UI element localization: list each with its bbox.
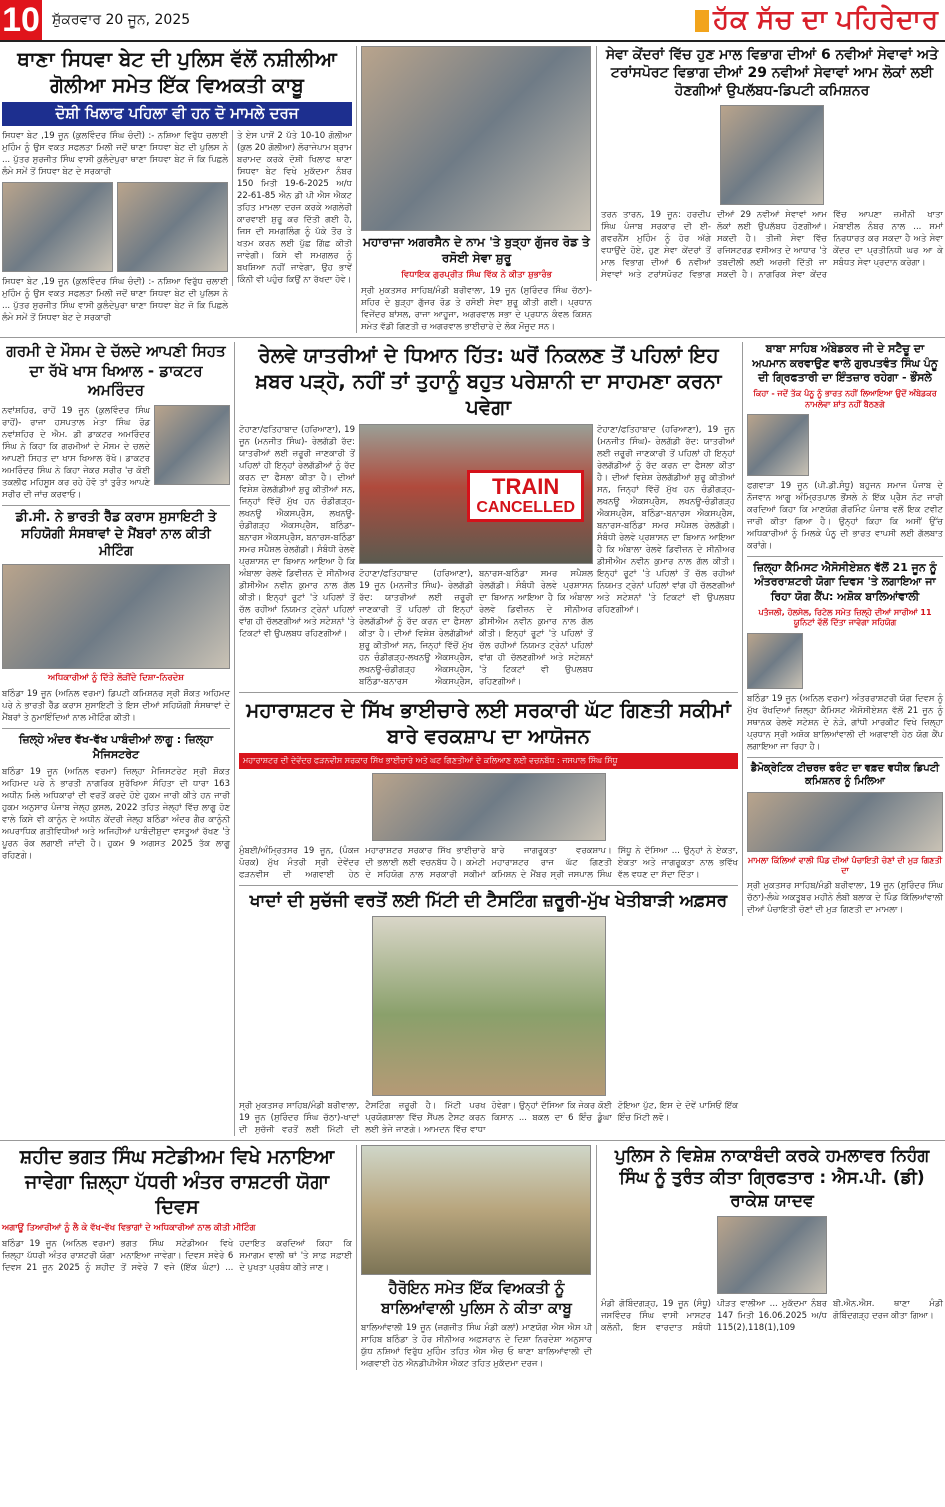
newspaper-logo (691, 4, 939, 36)
body-railway-3: ਟੋਹਾਣਾ/ਫਤਿਹਾਬਾਦ (ਹਰਿਆਣਾ), 19 ਜੂਨ (ਮਨਜੀਤ ਸਿੰਘ)- ਰੇਲਗੱਡੀ ਰੱਦ: ਯਾਤਰੀਆਂ ਲਈ ਜ਼ਰੂਰੀ ਜਾਣਕਾਰੀ ਤੋਂ ਪਹਿਲਾਂ ਹੀ ਇਨ੍ਹਾਂ ਰੇਲਗੱਡੀਆਂ ਨੂੰ ਰੱਦ ਕਰਨ ਦਾ ਫੈਸਲਾ ਕੀਤਾ ਹੈ। ਦੀਆਂ ਵਿਸ਼ੇਸ਼ ਰੇਲਗੱਡੀਆਂ ਸ਼ੁਰੂ ਕੀਤੀਆਂ ਸਨ, ਜਿਨ੍ਹਾਂ ਵਿੱਚੋਂ ਮੁੱਖ ਹਨ ਚੰਡੀਗੜ੍ਹ-ਲਖਨਊ ਐਕਸਪ੍ਰੈਸ, ਲਖਨਊ-ਚੰਡੀਗੜ੍ਹ ਐਕਸਪ੍ਰੈਸ, ਬਠਿੰਡਾ-ਬਨਾਰਸ ਐਕਸਪ੍ਰੈਸ, ਬਨਾਰਸ-ਬਠਿੰਡਾ ਸਮਰ ਸਪੈਸ਼ਲ ਰੇਲਗੱਡੀ। ਸੰਬੰਧੀ ਰੇਲਵੇ ਪ੍ਰਸ਼ਾਸਨ ਦਾ ਬਿਆਨ ਆਇਆ ਹੈ ਕਿ ਅੰਬਾਲਾ ਰੇਲਵੇ ਡਿਵੀਜ਼ਨ ਦੇ ਸੀਨੀਅਰ ਡੀਸੀਐਮ ਨਵੀਨ ਕੁਮਾਰ ਨਾਲ ਗੱਲ ਕੀਤੀ। ਇਨ੍ਹਾਂ ਰੂਟਾਂ 'ਤੇ ਪਹਿਲਾਂ ਤੋਂ ਚੱਲ ਰਹੀਆਂ ਨਿਯਮਤ ਟ੍ਰੇਨਾਂ ਪਹਿਲਾਂ ਵਾਂਗ ਹੀ ਚੱਲਣਗੀਆਂ ਅਤੇ ਸਟੇਸ਼ਨਾਂ 'ਤੇ ਟਿਕਟਾਂ ਵੀ ਉਪਲਬਧ ਰਹਿਣਗੀਆਂ। (359, 569, 593, 688)
headline-bhagat-singh: ਸ਼ਹੀਦ ਭਗਤ ਸਿੰਘ ਸਟੇਡੀਅਮ ਵਿਖੇ ਮਨਾਇਆ ਜਾਵੇਗਾ ਜ਼ਿਲ੍ਹਾ ਪੱਧਰੀ ਅੰਤਰ ਰਾਸ਼ਟਰੀ ਯੋਗਾ ਦਿਵਸ (19, 1146, 335, 1218)
headline-garmi: ਗਰਮੀ ਦੇ ਮੌਸਮ ਦੇ ਚੱਲਦੇ ਆਪਣੀ ਸਿਹਤ ਦਾ ਰੱਖੋ ਖਾਸ ਖਿਆਲ - ਡਾਕਟਰ ਅਮਰਿੰਦਰ (6, 342, 226, 400)
column-left (2, 342, 230, 862)
body-railway-1: ਟੋਹਾਣਾ/ਫਤਿਹਾਬਾਦ (ਹਰਿਆਣਾ), 19 ਜੂਨ (ਮਨਜੀਤ ਸਿੰਘ)- ਰੇਲਗੱਡੀ ਰੱਦ: ਯਾਤਰੀਆਂ ਲਈ ਜ਼ਰੂਰੀ ਜਾਣਕਾਰੀ ਤੋਂ ਪਹਿਲਾਂ ਹੀ ਇਨ੍ਹਾਂ ਰੇਲਗੱਡੀਆਂ ਨੂੰ ਰੱਦ ਕਰਨ ਦਾ ਫੈਸਲਾ ਕੀਤਾ ਹੈ। ਦੀਆਂ ਵਿਸ਼ੇਸ਼ ਰੇਲਗੱਡੀਆਂ ਸ਼ੁਰੂ ਕੀਤੀਆਂ ਸਨ, ਜਿਨ੍ਹਾਂ ਵਿੱਚੋਂ ਮੁੱਖ ਹਨ ਚੰਡੀਗੜ੍ਹ-ਲਖਨਊ ਐਕਸਪ੍ਰੈਸ, ਲਖਨਊ-ਚੰਡੀਗੜ੍ਹ ਐਕਸਪ੍ਰੈਸ, ਬਠਿੰਡਾ-ਬਨਾਰਸ ਐਕਸਪ੍ਰੈਸ, ਬਨਾਰਸ-ਬਠਿੰਡਾ ਸਮਰ ਸਪੈਸ਼ਲ ਰੇਲਗੱਡੀ। ਸੰਬੰਧੀ ਰੇਲਵੇ ਪ੍ਰਸ਼ਾਸਨ ਦਾ ਬਿਆਨ ਆਇਆ ਹੈ ਕਿ ਅੰਬਾਲਾ ਰੇਲਵੇ ਡਿਵੀਜ਼ਨ ਦੇ ਸੀਨੀਅਰ ਡੀਸੀਐਮ ਨਵੀਨ ਕੁਮਾਰ ਨਾਲ ਗੱਲ ਕੀਤੀ। ਇਨ੍ਹਾਂ ਰੂਟਾਂ 'ਤੇ ਪਹਿਲਾਂ ਤੋਂ ਚੱਲ ਰਹੀਆਂ ਨਿਯਮਤ ਟ੍ਰੇਨਾਂ ਪਹਿਲਾਂ ਵਾਂਗ ਹੀ ਚੱਲਣਗੀਆਂ ਅਤੇ ਸਟੇਸ਼ਨਾਂ 'ਤੇ ਟਿਕਟਾਂ ਵੀ ਉਪਲਬਧ ਰਹਿਣਗੀਆਂ। (239, 425, 355, 640)
page-header (0, 0, 945, 42)
row-bottom (0, 1141, 945, 1374)
train-label: TRAIN (492, 474, 560, 500)
photo-delegation (747, 792, 943, 852)
body-district-magistrate: ਬਠਿੰਡਾ 19 ਜੂਨ (ਅਨਿਲ ਵਰਮਾ) ਜ਼ਿਲ੍ਹਾ ਮੈਜਿਸਟਰੇਟ ਸ੍ਰੀ ਸ਼ੌਕਤ ਅਹਿਮਦ ਪਰੇ ਨੇ ਭਾਰਤੀ ਨਾਗਰਿਕ ਸੁਰੱਖਿਆ ਸੰਹਿਤਾ ਦੀ ਧਾਰਾ 163 ਅਧੀਨ ਮਿਲੇ ਅਧਿਕਾਰਾਂ ਦੀ ਵਰਤੋਂ ਕਰਦੇ ਹੋਏ ਹੁਕਮ ਜਾਰੀ ਕੀਤੇ ਹਨ ਜਾਰੀ ਹੁਕਮ ਅਨੁਸਾਰ ਪੰਜਾਬ ਜੇਲ੍ਹ ਕੁਸਲ, 2022 ਤਹਿਤ ਜੇਲ੍ਹਾਂ ਵਿੱਚ ਲਾਗੂ ਹੋਣ ਵਾਲੇ ਕਿਸੇ ਵੀ ਕਾਨੂੰਨ ਦੇ ਅਧੀਨ ਕੇਂਦਰੀ ਜੇਲ੍ਹ ਬਠਿੰਡਾ ਅੰਦਰ ਗੈਰ ਕਾਨੂੰਨੀ ਅਪਰਾਧਿਕ ਗਤੀਵਿਧੀਆਂ ਅਤੇ ਅਜਿਹੀਆਂ ਪਾਬੰਦੀਸ਼ੁਦਾ ਵਸਤੂਆਂ ਰੱਖਣ 'ਤੇ ਪੂਰਨ ਰੋਕ ਲਗਾਈ ਜਾਂਦੀ ਹੈ। ਹੁਕਮ 9 ਅਗਸਤ 2025 ਤੱਕ ਲਾਗੂ ਰਹਿਣਗੇ। (2, 767, 230, 862)
body-soil: ਸ੍ਰੀ ਮੁਕਤਸਰ ਸਾਹਿਬ/ਮੰਡੀ ਬਰੀਵਾਲਾ, 19 ਜੂਨ (ਸੁਰਿੰਦਰ ਸਿੰਘ ਚੱਠਾ)-ਖਾਦਾਂ ਦੀ ਸੁਚੱਜੀ ਵਰਤੋਂ ਲਈ ਮਿੱਟੀ ਦੀ ਟੈਸਟਿੰਗ ਜ਼ਰੂਰੀ ਹੈ। ਮਿੱਟੀ ਪਰਖ ਪ੍ਰਯੋਗਸ਼ਾਲਾ ਵਿੱਚ ਸੈਂਪਲ ਟੈਸਟ ਕਰਨ ਲਈ ਭੇਜੇ ਜਾਣਗੇ। ਆਮਦਨ ਵਿੱਚ ਵਾਧਾ ਹੋਵੇਗਾ। ਉਨ੍ਹਾਂ ਦੱਸਿਆ ਕਿ ਜੇਕਰ ਕੋਈ ਕਿਸਾਨ ... ਬਕਲ ਦਾ 6 ਇੰਚ ਡੂੰਘਾ ਟੋਇਆ ਪੁੱਟ, ਇਸ ਦੇ ਦੋਵੇਂ ਪਾਸਿਓਂ ਇੱਕ ਇੰਚ ਮਿੱਟੀ ਲਵੋ। (239, 1101, 738, 1136)
headline-soil: ਖਾਦਾਂ ਦੀ ਸੁਚੱਜੀ ਵਰਤੋਂ ਲਈ ਮਿੱਟੀ ਦੀ ਟੈਸਟਿੰਗ ਜ਼ਰੂਰੀ-ਮੁੱਖ ਖੇਤੀਬਾੜੀ ਅਫ਼ਸਰ (239, 885, 738, 912)
headline-ambedkar: ਬਾਬਾ ਸਾਹਿਬ ਅੰਬੇਡਕਰ ਜੀ ਦੇ ਸਟੈਚੂ ਦਾ ਅਪਮਾਨ ਕਰਵਾਉਣ ਵਾਲੇ ਗੁਰਪਤਵੰਤ ਸਿੰਘ ਪੰਨੂ ਦੀ ਗ੍ਰਿਫਤਾਰੀ ਦਾ ਇੰਤਜ਼ਾਰ ਰਹੇਗਾ - ਭੌਂਸਲੇ (752, 342, 938, 384)
body-railway-2: ਟੋਹਾਣਾ/ਫਤਿਹਾਬਾਦ (ਹਰਿਆਣਾ), 19 ਜੂਨ (ਮਨਜੀਤ ਸਿੰਘ)- ਰੇਲਗੱਡੀ ਰੱਦ: ਯਾਤਰੀਆਂ ਲਈ ਜ਼ਰੂਰੀ ਜਾਣਕਾਰੀ ਤੋਂ ਪਹਿਲਾਂ ਹੀ ਇਨ੍ਹਾਂ ਰੇਲਗੱਡੀਆਂ ਨੂੰ ਰੱਦ ਕਰਨ ਦਾ ਫੈਸਲਾ ਕੀਤਾ ਹੈ। ਦੀਆਂ ਵਿਸ਼ੇਸ਼ ਰੇਲਗੱਡੀਆਂ ਸ਼ੁਰੂ ਕੀਤੀਆਂ ਸਨ, ਜਿਨ੍ਹਾਂ ਵਿੱਚੋਂ ਮੁੱਖ ਹਨ ਚੰਡੀਗੜ੍ਹ-ਲਖਨਊ ਐਕਸਪ੍ਰੈਸ, ਲਖਨਊ-ਚੰਡੀਗੜ੍ਹ ਐਕਸਪ੍ਰੈਸ, ਬਠਿੰਡਾ-ਬਨਾਰਸ ਐਕਸਪ੍ਰੈਸ, ਬਨਾਰਸ-ਬਠਿੰਡਾ ਸਮਰ ਸਪੈਸ਼ਲ ਰੇਲਗੱਡੀ। ਸੰਬੰਧੀ ਰੇਲਵੇ ਪ੍ਰਸ਼ਾਸਨ ਦਾ ਬਿਆਨ ਆਇਆ ਹੈ ਕਿ ਅੰਬਾਲਾ ਰੇਲਵੇ ਡਿਵੀਜ਼ਨ ਦੇ ਸੀਨੀਅਰ ਡੀਸੀਐਮ ਨਵੀਨ ਕੁਮਾਰ ਨਾਲ ਗੱਲ ਕੀਤੀ। ਇਨ੍ਹਾਂ ਰੂਟਾਂ 'ਤੇ ਪਹਿਲਾਂ ਤੋਂ ਚੱਲ ਰਹੀਆਂ ਨਿਯਮਤ ਟ੍ਰੇਨਾਂ ਪਹਿਲਾਂ ਵਾਂਗ ਹੀ ਚੱਲਣਗੀਆਂ ਅਤੇ ਸਟੇਸ਼ਨਾਂ 'ਤੇ ਟਿਕਟਾਂ ਵੀ ਉਪਲਬਧ ਰਹਿਣਗੀਆਂ। (597, 425, 735, 616)
headline-maharashtra: ਮਹਾਰਾਸ਼ਟਰ ਦੇ ਸਿੱਖ ਭਾਈਚਾਰੇ ਲਈ ਸਰਕਾਰੀ ਘੱਟ ਗਿਣਤੀ ਸਕੀਮਾਂ ਬਾਰੇ ਵਰਕਸ਼ਾਪ ਦਾ ਆਯੋਜਨ (239, 692, 738, 749)
photo-deputy-commissioner (720, 105, 824, 205)
subhead-ambedkar: ਕਿਹਾ - ਜਦੋਂ ਤੱਕ ਪੰਨੂ ਨੂੰ ਭਾਰਤ ਨਹੀਂ ਲਿਆਇਆ ਉਦੋਂ ਅੰਬੇਡਕਰ ਨਾਮਲੇਵਾ ਸ਼ਾਂਤ ਨਹੀਂ ਬੈਠਣਗੇ (753, 389, 937, 409)
subhead-bhagat-singh: ਅਗਾਊਂ ਤਿਆਰੀਆਂ ਨੂੰ ਲੈ ਕੇ ਵੱਖ-ਵੱਖ ਵਿਭਾਗਾਂ ਦੇ ਅਧਿਕਾਰੀਆਂ ਨਾਲ ਕੀਤੀ ਮੀਟਿੰਗ (2, 1223, 256, 1234)
body-garmi: ਨਵਾਂਸ਼ਹਿਰ, ਰਾਹੋਂ 19 ਜੂਨ (ਕੁਲਵਿੰਦਰ ਸਿੰਘ ਰਾਹੋਂ)- ਰਾਜਾ ਹਸਪਤਾਲ ਮੇਤਾ ਸਿੰਘ ਰੋਡ ਨਵਾਂਸ਼ਹਿਰ ਦੇ ਐਮ. ਡੀ ਡਾਕਟਰ ਅਮਰਿੰਦਰ ਸਿੰਘ ਨੇ ਕਿਹਾ ਕਿ ਗਰਮੀਆਂ ਦੇ ਮੌਸਮ ਦੇ ਚਲਦੇ ਆਪਣੀ ਸਿਹਤ ਦਾ ਖਾਸ ਖਿਆਲ ਰੱਖੋ। ਡਾਕਟਰ ਅਮਰਿੰਦਰ ਸਿੰਘ ਨੇ ਕਿਹਾ ਜੇਕਰ ਸਰੀਰ 'ਚ ਕੋਈ ਤਕਲੀਫ ਮਹਿਸੂਸ ਕਰ ਰਹੇ ਹੋਵੋ ਤਾਂ ਤੁਰੰਤ ਆਪਣੇ ਸਰੀਰ ਦੀ ਜਾਂਚ ਕਰਵਾਓ। (2, 405, 150, 500)
article-seva-kendra (596, 46, 943, 281)
body-redcross: ਬਠਿੰਡਾ 19 ਜੂਨ (ਅਨਿਲ ਵਰਮਾ) ਡਿਪਟੀ ਕਮਿਸ਼ਨਰ ਸ੍ਰੀ ਸ਼ੌਕਤ ਅਹਿਮਦ ਪਰੇ ਨੇ ਭਾਰਤੀ ਰੈੱਡ ਕਰਾਸ ਸੁਸਾਇਟੀ ਤੇ ਇਸ ਦੀਆਂ ਸਹਿਯੋਗੀ ਸੰਸਥਾਵਾਂ ਦੇ ਮੈਂਬਰਾਂ ਤੇ ਨੁਮਾਇੰਦਿਆਂ ਨਾਲ ਮੀਟਿੰਗ ਕੀਤੀ। (2, 689, 230, 724)
headline-nihang: ਪੁਲਿਸ ਨੇ ਵਿਸ਼ੇਸ਼ ਨਾਕਾਬੰਦੀ ਕਰਕੇ ਹਮਲਾਵਰ ਨਿਹੰਗ ਸਿੰਘ ਨੂੰ ਤੁਰੰਤ ਕੀਤਾ ਗ੍ਰਿਫਤਾਰ : ਐਸ.ਪੀ. (ਡੀ) ਰਾਕੇਸ਼ ਯਾਦਵ (614, 1146, 930, 1211)
body-heroin: ਬਾਲਿਆਂਵਾਲੀ 19 ਜੂਨ (ਜਗਜੀਤ ਸਿੰਘ ਮੰਡੀ ਕਲਾਂ) ਮਾਣਯੋਗ ਐਸ ਐਸ ਪੀ ਸਾਹਿਬ ਬਠਿੰਡਾ ਤੇ ਹੋਰ ਸੀਨੀਅਰ ਅਫ਼ਸਰਾਨ ਦੇ ਦਿਸ਼ਾ ਨਿਰਦੇਸ਼ਾ ਅਨੁਸਾਰ ਯੁੱਧ ਨਸ਼ਿਆਂ ਵਿਰੁੱਧ ਮੁਹਿੰਮ ਤਹਿਤ ਐਸ ਐਚ ਓ ਥਾਣਾ ਬਾਲਿਆਂਵਾਲੀ ਦੀ ਅਗਵਾਈ ਹੇਠ ਐਨਡੀਪੀਐਸ ਐਕਟ ਤਹਿਤ ਮੁਕੱਦਮਾ ਦਰਜ। (361, 1323, 592, 1370)
headline-agrasen: ਮਹਾਰਾਜਾ ਅਗਰਸੈਨ ਦੇ ਨਾਮ 'ਤੇ ਬੁੜ੍ਹਾ ਗੁੱਜਰ ਰੋਡ ਤੇ ਰਸੋਈ ਸੇਵਾ ਸ਼ੁਰੂ (363, 235, 590, 265)
body-agrasen: ਸ੍ਰੀ ਮੁਕਤਸਰ ਸਾਹਿਬ/ਮੰਡੀ ਬਰੀਵਾਲਾ, 19 ਜੂਨ (ਸੁਰਿੰਦਰ ਸਿੰਘ ਚੱਠਾ)- ਸ਼ਹਿਰ ਦੇ ਬੁੜ੍ਹਾ ਗੁੱਜਰ ਰੋਡ ਤੇ ਰਸੋਈ ਸੇਵਾ ਸ਼ੁਰੂ ਕੀਤੀ ਗਈ। ਪ੍ਰਧਾਨ ਵਿਜੇਂਦਰ ਬਾਂਸਲ, ਰਾਜਾ ਆਹੂਜਾ, ਅਗਰਵਾਲ ਸਭਾ ਦੇ ਪ੍ਰਧਾਨ ਕੰਵਲ ਕਿਸ਼ਨ ਸਮੇਤ ਵੱਡੀ ਗਿਣਤੀ ਚ ਅਗਰਵਾਲ ਭਾਈਚਾਰੇ ਦੇ ਲੋਕ ਮੌਜੂਦ ਸਨ। (361, 286, 592, 333)
body-chemist: ਬਠਿੰਡਾ 19 ਜੂਨ (ਅਨਿਲ ਵਰਮਾ) ਅੰਤਰਰਾਸ਼ਟਰੀ ਯੋਗ ਦਿਵਸ ਨੂੰ ਮੁੱਖ ਰੱਖਦਿਆਂ ਜ਼ਿਲ੍ਹਾ ਕੈਮਿਸਟ ਐਸੋਸੀਏਸ਼ਨ ਵੱਲੋਂ 21 ਜੂਨ ਨੂੰ ਸਥਾਨਕ ਰੇਲਵੇ ਸਟੇਸ਼ਨ ਦੇ ਨੇੜੇ, ਗਾਂਧੀ ਮਾਰਕੀਟ ਵਿਖੇ ਜ਼ਿਲ੍ਹਾ ਪ੍ਰਧਾਨ ਸ੍ਰੀ ਅਸ਼ੋਕ ਬਾਲਿਆਂਵਾਲੀ ਦੀ ਅਗਵਾਈ ਹੇਠ ਯੋਗ ਕੈਂਪ ਲਗਾਇਆ ਜਾ ਰਿਹਾ ਹੈ। (747, 693, 943, 752)
body-bhagat-singh: ਬਠਿੰਡਾ 19 ਜੂਨ (ਅਨਿਲ ਵਰਮਾ) ਜ਼ਿਲ੍ਹਾ ਪੱਧਰੀ ਅੰਤਰ ਰਾਸ਼ਟਰੀ ਯੋਗਾ ਦਿਵਸ 21 ਜੂਨ 2025 ਨੂੰ ਸ਼ਹੀਦ ਭਗਤ ਸਿੰਘ ਸਟੇਡੀਅਮ ਵਿਖੇ ਮਨਾਇਆ ਜਾਵੇਗਾ। ਦਿਵਸ ਸਵੇਰੇ 6 ਤੋਂ ਸਵੇਰੇ 7 ਵਜੇ (ਇੱਕ ਘੰਟਾ) ... ਹਦਾਇਤ ਕਰਦਿਆਂ ਕਿਹਾ ਕਿ ਸਮਾਗਮ ਵਾਲੀ ਥਾਂ 'ਤੇ ਸਾਫ਼ ਸਫ਼ਾਈ ਦੇ ਪੁਖਤਾ ਪ੍ਰਬੰਧ ਕੀਤੇ ਜਾਣ। (2, 1239, 352, 1274)
body-maharashtra: ਮੁੰਬਈ/ਅੰਮ੍ਰਿਤਸਰ 19 ਜੂਨ, (ਪੰਕਜ ਪੋਰਕ) ਮੁੱਖ ਮੰਤਰੀ ਸ੍ਰੀ ਦੇਵੇਂਦਰ ਫੜਨਵੀਸ ਦੀ ਅਗਵਾਈ ਹੇਠ ਮਹਾਰਾਸ਼ਟਰ ਸਰਕਾਰ ਸਿੱਖ ਭਾਈਚਾਰੇ ਦੀ ਭਲਾਈ ਲਈ ਵਚਨਬੱਧ ਹੈ। ਕਮੇਟੀ ਦੇ ਸਹਿਯੋਗ ਨਾਲ ਸਰਕਾਰੀ ਸਕੀਮਾਂ ਬਾਰੇ ਜਾਗਰੂਕਤਾ ਵਰਕਸ਼ਾਪ। ਮਹਾਰਾਸ਼ਟਰ ਰਾਜ ਘੱਟ ਗਿਣਤੀ ਕਮਿਸ਼ਨ ਦੇ ਮੈਂਬਰ ਸ੍ਰੀ ਜਸਪਾਲ ਸਿੰਘ ਸਿੱਧੂ ਨੇ ਦੱਸਿਆ ... ਉਨ੍ਹਾਂ ਨੇ ਏਕਤਾ, ਏਕਤਾ ਅਤੇ ਜਾਗਰੂਕਤਾ ਨਾਲ ਭਵਿੱਖ ਵੱਲ ਵਧਣ ਦਾ ਸੱਦਾ ਦਿੱਤਾ। (239, 846, 738, 881)
column-right (742, 342, 943, 916)
subhead-chemist: ਪਤੰਜਲੀ, ਹੋਲਸੇਲ, ਰਿਟੇਲ ਸਮੇਤ ਜ਼ਿਲ੍ਹੇ ਦੀਆਂ ਸਾਰੀਆਂ 11 ਯੂਨਿਟਾਂ ਵੱਲੋਂ ਦਿੱਤਾ ਜਾਵੇਗਾ ਸਹਿਯੋਗ (758, 607, 932, 628)
photo-nihang-arrest (717, 1216, 827, 1294)
headline-district-magistrate: ਜ਼ਿਲ੍ਹੇ ਅੰਦਰ ਵੱਖ-ਵੱਖ ਪਾਬੰਦੀਆਂ ਲਾਗੂ : ਜ਼ਿਲ੍ਹਾ ਮੈਜਿਸਟਰੇਟ (2, 728, 230, 762)
photo-workshop (372, 773, 606, 841)
subhead-sidhwan: ਦੋਸ਼ੀ ਖਿਲਾਫ ਪਹਿਲਾ ਵੀ ਹਨ ਦੋ ਮਾਮਲੇ ਦਰਜ (2, 102, 352, 126)
article-bhagat-singh (2, 1145, 352, 1274)
photo-police-arrest (361, 1145, 591, 1275)
photo-bhonsle (747, 414, 809, 476)
article-sidhwan (2, 46, 352, 324)
photo-ashok (747, 633, 803, 689)
body-nihang: ਮੰਡੀ ਗੋਬਿੰਦਗੜ੍ਹ, 19 ਜੂਨ (ਸੰਧੂ) ਜਸਵਿੰਦਰ ਸਿੰਘ ਵਾਸੀ ਮਾਸਟਰ ਕਲੋਨੀ, ਇਸ ਵਾਰਦਾਤ ਸਬੰਧੀ ਪੀੜਤ ਵਾਲੀਆ ... ਮੁਕੱਦਮਾ ਨੰਬਰ 147 ਮਿਤੀ 16.06.2025 ਅ/ਧ 115(2),118(1),109 ਬੀ.ਐਨ.ਐਸ. ਥਾਣਾ ਮੰਡੀ ਗੋਬਿੰਦਗੜ੍ਹ ਦਰਜ ਕੀਤਾ ਗਿਆ। (601, 1298, 943, 1333)
headline-redcross: ਡੀ.ਸੀ. ਨੇ ਭਾਰਤੀ ਰੈੱਡ ਕਰਾਸ ਸੁਸਾਇਟੀ ਤੇ ਸਹਿਯੋਗੀ ਸੰਸਥਾਵਾਂ ਦੇ ਮੈਂਬਰਾਂ ਨਾਲ ਕੀਤੀ ਮੀਟਿੰਗ (2, 505, 230, 561)
photo-meeting (2, 564, 230, 669)
article-heroin (356, 1145, 592, 1370)
body-sidhwan: ਤੇ ਏਸ ਪਾਸੋਂ 2 ਪੱਤੇ 10-10 ਗੋਲੀਆ (ਕੁਲ 20 ਗੋਲੀਆ) ਲੋਰਾਜੇਪਾਮ ਬ੍ਰਾਮ ਬਰਾਮਦ ਕਰਕੇ ਦੋਸ਼ੀ ਖਿਲਾਫ ਥਾਣਾ ਸਿਧਵਾ ਬੇਟ ਵਿਖੇ ਮੁਕੱਦਮਾ ਨੰਬਰ 150 ਮਿਤੀ 19-6-2025 ਅ/ਧ 22-61-85 ਐਨ ਡੀ ਪੀ ਐਸ ਐਕਟ ਤਹਿਤ ਮਾਮਲਾ ਦਰਜ ਕਰਕੇ ਅਗਲੇਰੀ ਕਾਰਵਾਈ ਸ਼ੁਰੂ ਕਰ ਦਿੱਤੀ ਗਈ ਹੈ, ਜਿਸ ਦੀ ਸਮਗਲਿੰਗ ਨੂੰ ਪੱਕੇ ਤੌਰ ਤੇ ਖਤਮ ਕਰਨ ਲਈ ਪੁੱਛ ਗਿੱਛ ਕੀਤੀ ਜਾਵੇਗੀ। ਕਿਸੇ ਵੀ ਸਮਗਲਰ ਨੂੰ ਬਖਸ਼ਿਆ ਨਹੀਂ ਜਾਵੇਗਾ, ਉਹ ਭਾਵੇਂ ਕਿੰਨੀ ਵੀ ਪਹੁੰਚ ਕਿਉਂ ਨਾ ਰੱਖਦਾ ਹੋਵੇ। (232, 130, 352, 286)
headline-railway: ਰੇਲਵੇ ਯਾਤਰੀਆਂ ਦੇ ਧਿਆਨ ਹਿੱਤ: ਘਰੋਂ ਨਿਕਲਣ ਤੋਂ ਪਹਿਲਾਂ ਇਹ ਖ਼ਬਰ ਪੜ੍ਹੋ, ਨਹੀਂ ਤਾਂ ਤੁਹਾਨੂੰ ਬਹੁਤ ਪਰੇਸ਼ਾਨੀ ਦਾ ਸਾਹਮਣਾ ਕਰਨਾ ਪਵੇਗਾ (255, 343, 722, 420)
headline-sidhwan: ਥਾਣਾ ਸਿਧਵਾ ਬੇਟ ਦੀ ਪੁਲਿਸ ਵੱਲੋਂ ਨਸ਼ੀਲੀਆ ਗੋਲੀਆ ਸਮੇਤ ਇੱਕ ਵਿਅਕਤੀ ਕਾਬੂ (17, 47, 337, 97)
page-number: 10 (0, 0, 42, 40)
article-agrasen (356, 46, 592, 333)
photo-accused (117, 182, 228, 272)
photo-train-cancelled (359, 424, 593, 564)
issue-date: ਸ਼ੁੱਕਰਵਾਰ 20 ਜੂਨ, 2025 (52, 12, 191, 28)
body-seva-kendra: ਤਰਨ ਤਾਰਨ, 19 ਜੂਨ: ਹਰਦੀਪ ਸਿੰਘ ਪੰਜਾਬ ਸਰਕਾਰ ਦੀ ਈ-ਗਵਰਨੈਂਸ ਮੁਹਿੰਮ ਨੂੰ ਹੋਰ ਅੱਗੇ ਵਧਾਉਂਦੇ ਹੋਏ, ਹੁਣ ਸੇਵਾ ਕੇਂਦਰਾਂ ਤੋਂ ਮਾਲ ਵਿਭਾਗ ਦੀਆਂ 6 ਨਵੀਆਂ ਸੇਵਾਵਾਂ ਅਤੇ ਟਰਾਂਸਪੋਰਟ ਵਿਭਾਗ ਦੀਆਂ 29 ਨਵੀਆਂ ਸੇਵਾਵਾਂ ਆਮ ਲੋਕਾਂ ਲਈ ਉਪਲੱਬਧ ਹੋਣਗੀਆਂ। ਸਕਦੀ ਹੈ। ਤੀਜੀ ਸੇਵਾ ਵਿੱਚ ਰਜਿਸਟਰਡ ਵਸੀਅਤ ਦੇ ਆਧਾਰ 'ਤੇ ਤਬਦੀਲੀ ਲਈ ਅਰਜ਼ੀ ਦਿੱਤੀ ਜਾ ਸਕਦੀ ਹੈ। ਨਾਗਰਿਕ ਸੇਵਾ ਕੇਂਦਰ ਵਿੱਚ ਆਪਣਾ ਜ਼ਮੀਨੀ ਖਾਤਾ ਮੋਬਾਈਲ ਨੰਬਰ ਨਾਲ ... ਸਮਾਂ ਨਿਰਧਾਰਤ ਕਰ ਸਕਦਾ ਹੈ ਅਤੇ ਸੇਵਾ ਕੇਂਦਰ ਦਾ ਪ੍ਰਤੀਨਿਧੀ ਘਰ ਆ ਕੇ ਸਬੰਧਤ ਸੇਵਾ ਪ੍ਰਦਾਨ ਕਰੇਗਾ। (601, 209, 943, 280)
caption-democratic-teachers: ਮਾਮਲਾ ਕਿੱਲਿਆਂ ਵਾਲੀ ਪਿੰਡ ਦੀਆਂ ਪੰਚਾਇਤੀ ਚੋਣਾਂ ਦੀ ਮੁੜ ਗਿਣਤੀ ਦਾ (747, 855, 943, 875)
headline-seva-kendra: ਸੇਵਾ ਕੇਂਦਰਾਂ ਵਿੱਚ ਹੁਣ ਮਾਲ ਵਿਭਾਗ ਦੀਆਂ 6 ਨਵੀਆਂ ਸੇਵਾਵਾਂ ਅਤੇ ਟਰਾਂਸਪੋਰਟ ਵਿਭਾਗ ਦੀਆਂ 29 ਨਵੀਆਂ ਸੇਵਾਵਾਂ ਆਮ ਲੋਕਾਂ ਲਈ ਹੋਣਗੀਆਂ ਉਪਲੱਬਧ-ਡਿਪਟੀ ਕਮਿਸ਼ਨਰ (605, 47, 939, 100)
photo-doctor (154, 405, 230, 485)
body-democratic-teachers: ਸ੍ਰੀ ਮੁਕਤਸਰ ਸਾਹਿਬ/ਮੰਡੀ ਬਰੀਵਾਲਾ, 19 ਜੂਨ (ਸੁਰਿੰਦਰ ਸਿੰਘ ਚੱਠਾ)-ਲੰਘੇ ਅਕਤੂਬਰ ਮਹੀਨੇ ਲੰਬੀ ਬਲਾਕ ਦੇ ਪਿੰਡ ਕਿੱਲਿਆਂਵਾਲੀ ਦੀਆਂ ਪੰਚਾਇਤੀ ਚੋਣਾਂ ਦੀ ਮੁੜ ਗਿਣਤੀ ਦਾ ਮਾਮਲਾ। (747, 881, 943, 916)
subhead-agrasen: ਵਿਧਾਇਕ ਗੁਰਪ੍ਰੀਤ ਸਿੰਘ ਵਿੱਕ ਨੇ ਕੀਤਾ ਸ਼ੁਭਾਰੰਭ (401, 270, 552, 281)
flag-icon (695, 10, 709, 32)
photo-police-officer (2, 182, 113, 272)
headline-chemist: ਜ਼ਿਲ੍ਹਾ ਕੈਮਿਸਟ ਐਸੋਸੀਏਸ਼ਨ ਵੱਲੋਂ 21 ਜੂਨ ਨੂੰ ਅੰਤਰਰਾਸ਼ਟਰੀ ਯੋਗਾ ਦਿਵਸ 'ਤੇ ਲਗਾਇਆ ਜਾ ਰਿਹਾ ਯੋਗ ਕੈਂਪ: ਅਸ਼ੋਕ ਬਾਲਿਆਂਵਾਲੀ (747, 556, 943, 604)
row-top (0, 42, 945, 338)
photo-soil-testing (372, 916, 606, 1096)
redbar-maharashtra: ਮਹਾਰਾਸ਼ਟਰ ਦੀ ਦੇਵੇਂਦਰ ਫੜਨਵੀਸ ਸਰਕਾਰ ਸਿੱਖ ਭਾਈਚਾਰੇ ਅਤੇ ਘਟ ਗਿਣਤੀਆਂ ਦੇ ਕਲਿਆਣ ਲਈ ਵਚਨਬੱਧ : ਜਸਪਾਲ ਸਿੰਘ ਸਿੱਧੂ (239, 753, 738, 769)
body-sidhwan-intro: ਸਿਧਵਾ ਬੇਟ ,19 ਜੂਨ (ਕੁਲਵਿੰਦਰ ਸਿੰਘ ਚੰਦੀ) :- ਨਸ਼ਿਆ ਵਿਰੁੱਧ ਚਲਾਈ ਮੁਹਿੰਮ ਨੂੰ ਉਸ ਵਕਤ ਸਫਲਤਾ ਮਿਲੀ ਜਦੋਂ ਥਾਣਾ ਸਿਧਵਾ ਬੇਟ ਦੀ ਪੁਲਿਸ ਨੇ ... ਪੁੱਤਰ ਸੁਰਜੀਤ ਸਿੰਘ ਵਾਸੀ ਕੁਲੰਦੇਪੁਰਾ ਥਾਣਾ ਸਿਧਵਾ ਬੇਟ ਜੋ ਕਿ ਪਿਛਲੇ ਲੰਮੇ ਸਮੇਂ ਤੋਂ ਸਿਧਵਾ ਬੇਟ ਦੇ ਸਰਕਾਰੀ (2, 130, 228, 177)
logo-text: ਹੱਕ ਸੱਚ ਦਾ ਪਹਿਰੇਦਾਰ (713, 4, 939, 34)
body-ambedkar: ਫਗਵਾੜਾ 19 ਜੂਨ (ਪੀ.ਡੀ.ਸੰਧੂ) ਬਹੁਜਨ ਸਮਾਜ ਪੰਜਾਬ ਦੇ ਨੌਜਵਾਨ ਆਗੂ ਅੰਮ੍ਰਿਤਪਾਲ ਭੌਂਸਲੇ ਨੇ ਇੱਕ ਪ੍ਰੈਸ ਨੋਟ ਜਾਰੀ ਕਰਦਿਆਂ ਕਿਹਾ ਕਿ ਮਾਣਯੋਗ ਗੌਰਮਿੰਟ ਪੰਜਾਬ ਵਲੋਂ ਇਕ ਟਵੀਟ ਜਾਰੀ ਕੀਤਾ ਗਿਆ ਹੈ। ਉਨ੍ਹਾਂ ਕਿਹਾ ਕਿ ਅਸੀਂ ਉੱਚ ਅਧਿਕਾਰੀਆਂ ਨੂੰ ਮਿਲਕੇ ਪੰਨੂ ਦੀ ਭਾਰਤ ਵਾਪਸੀ ਲਈ ਗੱਲਬਾਤ ਕਰਾਂਗੇ। (747, 480, 943, 551)
cancelled-label: CANCELLED (476, 499, 575, 517)
photo-agrasen-event (361, 46, 591, 231)
headline-heroin: ਹੈਰੋਇਨ ਸਮੇਤ ਇੱਕ ਵਿਅਕਤੀ ਨੂੰ ਬਾਲਿਆਂਵਾਲੀ ਪੁਲਿਸ ਨੇ ਕੀਤਾ ਕਾਬੂ (381, 1279, 572, 1317)
train-cancelled-sign (467, 470, 584, 522)
article-nihang (596, 1145, 943, 1333)
caption-redcross: ਅਧਿਕਾਰੀਆਂ ਨੂੰ ਦਿੱਤੇ ਲੋੜੀਂਦੇ ਦਿਸ਼ਾ-ਨਿਰਦੇਸ਼ (48, 673, 184, 684)
column-center (234, 342, 738, 1136)
headline-democratic-teachers: ਡੈਮੋਕ੍ਰੇਟਿਕ ਟੀਚਰਜ਼ ਫਰੰਟ ਦਾ ਵਫ਼ਦ ਵਧੀਕ ਡਿਪਟੀ ਕਮਿਸ਼ਨਰ ਨੂੰ ਮਿਲਿਆ (747, 757, 943, 788)
body-sidhwan-cont: ਸਿਧਵਾ ਬੇਟ ,19 ਜੂਨ (ਕੁਲਵਿੰਦਰ ਸਿੰਘ ਚੰਦੀ) :- ਨਸ਼ਿਆ ਵਿਰੁੱਧ ਚਲਾਈ ਮੁਹਿੰਮ ਨੂੰ ਉਸ ਵਕਤ ਸਫਲਤਾ ਮਿਲੀ ਜਦੋਂ ਥਾਣਾ ਸਿਧਵਾ ਬੇਟ ਦੀ ਪੁਲਿਸ ਨੇ ... ਪੁੱਤਰ ਸੁਰਜੀਤ ਸਿੰਘ ਵਾਸੀ ਕੁਲੰਦੇਪੁਰਾ ਥਾਣਾ ਸਿਧਵਾ ਬੇਟ ਜੋ ਕਿ ਪਿਛਲੇ ਲੰਮੇ ਸਮੇਂ ਤੋਂ ਸਿਧਵਾ ਬੇਟ ਦੇ ਸਰਕਾਰੀ (2, 276, 228, 323)
row-middle (0, 338, 945, 1141)
